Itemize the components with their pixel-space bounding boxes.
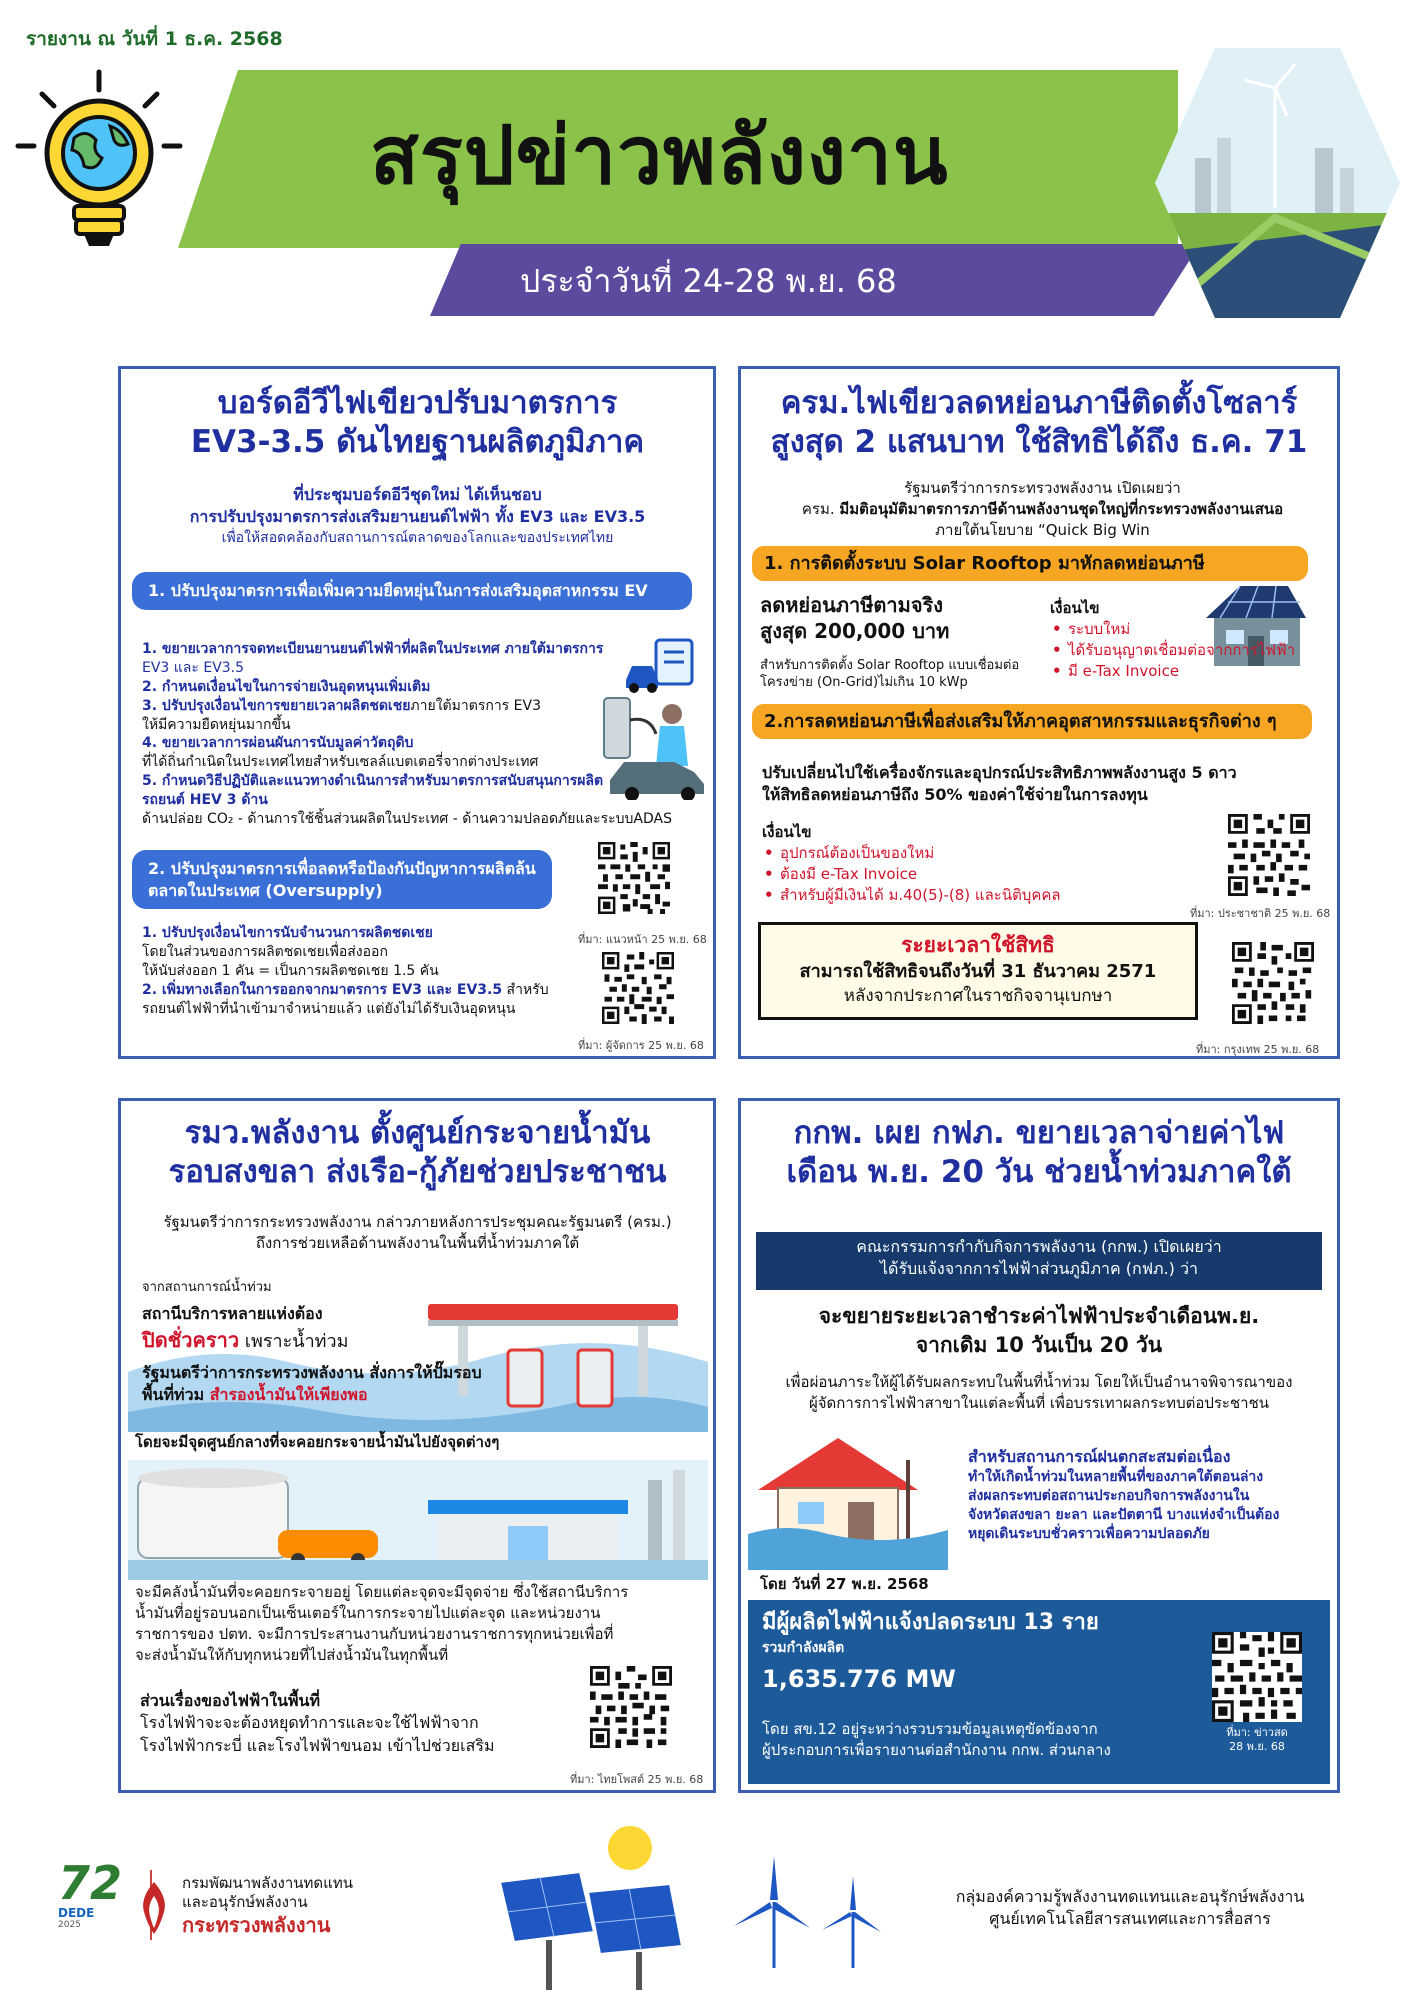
condition-item: • ต้องมี e-Tax Invoice — [762, 864, 1182, 885]
qr-code-icon[interactable] — [1212, 1632, 1302, 1722]
card4-banner: คณะกรรมการกำกับกิจการพลังงาน (กกพ.) เปิดเผยว่า ได้รับแจ้งจากการไฟฟ้าส่วนภูมิภาค (กฟภ.) ว่า — [756, 1232, 1322, 1290]
condition-item: • ระบบใหม่ — [1050, 619, 1340, 640]
card1-title: บอร์ดอีวีไฟเขียวปรับมาตรการ EV3-3.5 ดันไทยฐานผลิตภูมิภาค — [190, 385, 645, 460]
card1-section2-pill: 2. ปรับปรุงมาตรการเพื่อลดหรือป้องกันปัญหาการผลิตล้นตลาดในประเทศ (Oversupply) — [132, 850, 552, 909]
card3-body: จะมีคลังน้ำมันที่จะคอยกระจายอยู่ โดยแต่ละจุดจะมีจุดจ่าย ซึ่งใช้สถานีบริการ น้ำมันที่อยู่รอบนอกเป็นเซ็นเตอร์ในการกระจายไปแต่ละจุด และหน่วยงาน ราชการของ ปตท. จะมีการประสานงานกับหน่วยงานราชการทุกหน่วยเพื่อที่ จะส่งน้ำมันให้กับทุกหน่วยที่ไปส่งน้ำมันในทุกพื้นที่ — [135, 1583, 629, 1664]
dede-72-logo: 72 DEDE 2025 — [58, 1856, 123, 1930]
card3-order: รัฐมนตรีว่าการกระทรวงพลังงาน สั่งการให้ปั๊มรอบ พื้นที่ท่วม สำรองน้ำมันให้เพียงพอ — [142, 1363, 482, 1405]
footer-group: กลุ่มองค์ความรู้พลังงานทดแทนและอนุรักษ์พลังงาน ศูนย์เทคโนโลยีสารสนเทศและการสื่อสาร — [955, 1887, 1305, 1929]
card4-body: เพื่อผ่อนภาระให้ผู้ได้รับผลกระทบในพื้นที่น้ำท่วม โดยให้เป็นอำนาจพิจารณาของ ผู้จัดการการไฟฟ้าสาขาในแต่ละพื้นที่ เพื่อบรรเทาผลกระทบต่อประชาชน — [785, 1373, 1293, 1412]
card3-intro: รัฐมนตรีว่าการกระทรวงพลังงาน กล่าวภายหลังการประชุมคณะรัฐมนตรี (ครม.) ถึงการช่วยเหลือด้านพลังงานในพื้นที่น้ำท่วมภาคใต้ — [163, 1213, 672, 1252]
card2-conditions2: เงื่อนไข • อุปกรณ์ต้องเป็นของใหม่ • ต้องมี e-Tax Invoice • สำหรับผู้มีเงินได้ ม.40(5)-(8) และนิติบุคคล — [762, 822, 1182, 906]
card2-conditions1: เงื่อนไข • ระบบใหม่ • ได้รับอนุญาตเชื่อมต่อจากการไฟฟ้า • มี e-Tax Invoice — [1050, 598, 1340, 682]
card2-section2-pill: 2.การลดหย่อนภาษีเพื่อส่งเสริมให้ภาคอุตสาหกรรมและธุรกิจต่าง ๆ — [752, 704, 1312, 739]
oil-depot-illustration — [128, 1460, 708, 1580]
condition-item: • ได้รับอนุญาตเชื่อมต่อจากการไฟฟ้า — [1050, 640, 1340, 661]
lightbulb-globe-icon — [12, 68, 187, 258]
page-title: สรุปข่าวพลังงาน — [370, 109, 949, 202]
card3-title: รมว.พลังงาน ตั้งศูนย์กระจายน้ำมัน รอบสงขลา ส่งเรือ-กู้ภัยช่วยประชาชน — [168, 1115, 667, 1190]
card3-power: ส่วนเรื่องของไฟฟ้าในพื้นที่ โรงไฟฟ้าจะจะต้องหยุดทำการและจะใช้ไฟฟ้าจาก โรงไฟฟ้ากระบี่ และโรงไฟฟ้าขนอม เข้าไปช่วยเสริม — [140, 1691, 495, 1755]
condition-item: • สำหรับผู้มีเงินได้ ม.40(5)-(8) และนิติบุคคล — [762, 885, 1182, 906]
date-range: ประจำวันที่ 24-28 พ.ย. 68 — [520, 262, 897, 300]
qr-code-icon[interactable] — [602, 952, 674, 1024]
wind-turbine-illustration — [710, 1850, 890, 1970]
card3-source: ที่มา: ไทยโพสต์ 25 พ.ย. 68 — [570, 1773, 704, 1786]
qr-code-icon[interactable] — [1232, 942, 1314, 1024]
card3-hub: โดยจะมีจุดศูนย์กลางที่จะคอยกระจายน้ำมันไปยังจุดต่างๆ — [135, 1433, 500, 1451]
condition-item: • มี e-Tax Invoice — [1050, 661, 1340, 682]
condition-item: • อุปกรณ์ต้องเป็นของใหม่ — [762, 843, 1182, 864]
card4-stats: มีผู้ผลิตไฟฟ้าแจ้งปลดระบบ 13 ราย รวมกำลังผลิต 1,635.776 MW โดย สข.12 อยู่ระหว่างรวบรวมข้อมูลเหตุขัดข้องจาก ผู้ประกอบการเพื่อรายงานต่อสำนักงาน กกพ. ส่วนกลาง — [762, 1610, 1111, 1759]
qr-code-icon[interactable] — [598, 842, 670, 914]
card2-title: ครม.ไฟเขียวลดหย่อนภาษีติดตั้งโซลาร์ สูงสุด 2 แสนบาท ใช้สิทธิได้ถึง ธ.ค. 71 — [770, 385, 1308, 460]
ministry-flame-logo-icon — [134, 1880, 174, 1936]
card2-section1-pill: 1. การติดตั้งระบบ Solar Rooftop มาหักลดหย่อนภาษี — [752, 546, 1308, 581]
card2-section2-body: ปรับเปลี่ยนไปใช้เครื่องจักรและอุปกรณ์ประสิทธิภาพพลังงานสูง 5 ดาว ให้สิทธิลดหย่อนภาษีถึง 50% ของค่าใช้จ่ายในการลงทุน — [762, 763, 1237, 805]
card2-deduction: ลดหย่อนภาษีตามจริง สูงสุด 200,000 บาท สำหรับการติดตั้ง Solar Rooftop แบบเชื่อมต่อโครงข่าย (On-Grid)ไม่เกิน 10 kWp — [760, 593, 1020, 690]
card2-intro: รัฐมนตรีว่าการกระทรวงพลังงาน เปิดเผยว่า ครม. มีมติอนุมัติมาตรการภาษีด้านพลังงานชุดใหญ่ที่กระทรวงพลังงานเสนอ ภายใต้นโยบาย “Quick Big Win — [801, 479, 1284, 539]
solar-panel-illustration — [490, 1822, 690, 1994]
card4-source: ที่มา: ข่าวสด 28 พ.ย. 68 — [1226, 1726, 1288, 1754]
card4-title: กกพ. เผย กฟภ. ขยายเวลาจ่ายค่าไฟ เดือน พ.ย. 20 วัน ช่วยน้ำท่วมภาคใต้ — [786, 1115, 1292, 1190]
card2-source2: ที่มา: กรุงเทพ 25 พ.ย. 68 — [1196, 1043, 1320, 1056]
card4-rain: สำหรับสถานการณ์ฝนตกสะสมต่อเนื่อง ทำให้เกิดน้ำท่วมในหลายพื้นที่ของภาคใต้ตอนล่าง ส่งผลกระทบต่อสถานประกอบกิจการพลังงานใน จังหวัดสงขลา ยะลา และปัตตานี บางแห่งจำเป็นต้อง หยุดเดินระบบชั่วคราวเพื่อความปลอดภัย — [968, 1447, 1280, 1543]
usage-period-box: ระยะเวลาใช้สิทธิ สามารถใช้สิทธิจนถึงวันที่ 31 ธันวาคม 2571 หลังจากประกาศในราชกิจจานุเบกษา — [758, 922, 1198, 1020]
card1-items: 1. ขยายเวลาการจดทะเบียนยานยนต์ไฟฟ้าที่ผลิตในประเทศ ภายใต้มาตรการ EV3 และ EV3.5 2. กำหนดเงื่อนไขในการจ่ายเงินอุดหนุนเพิ่มเติม 3. ปรับปรุงเงื่อนไขการขยายเวลาผลิตชดเชยภายใต้มาตรการ EV3 ให้มีความยืดหยุ่นมากขึ้น 4. ขยายเวลาการผ่อนผันการนับมูลค่าวัตถุดิบ ที่ได้ถิ่นกำเนิดในประเทศไทยสำหรับเซลล์แบตเตอรี่จากต่างประเทศ 5. กำหนดวิธีปฏิบัติและแนวทางดำเนินการสำหรับมาตรการสนับสนุนการผลิตรถยนต์ HEV 3 ด้าน ด้านปล่อย CO₂ - ด้านการใช้ชิ้นส่วนผลิตในประเทศ - ด้านความปลอดภัยและระบบADAS — [142, 641, 672, 828]
card3-flood-text: จากสถานการณ์น้ำท่วม สถานีบริการหลายแห่งต้อง ปิดชั่วคราว เพราะน้ำท่วม — [142, 1280, 349, 1353]
footer-department: กรมพัฒนาพลังงานทดแทน และอนุรักษ์พลังงาน กระทรวงพลังงาน — [182, 1874, 353, 1937]
card4-headline: จะขยายระยะเวลาชำระค่าไฟฟ้าประจำเดือนพ.ย. จากเดิม 10 วันเป็น 20 วัน — [818, 1304, 1260, 1358]
flooded-house-illustration — [748, 1430, 948, 1570]
card1-intro: ที่ประชุมบอร์ดอีวีชุดใหม่ ได้เห็นชอบ การปรับปรุงมาตรการส่งเสริมยานยนต์ไฟฟ้า ทั้ง EV3 และ EV3.5 เพื่อให้สอดคล้องกับสถานการณ์ตลาดของโลกและของประเทศไทย — [189, 485, 646, 546]
document-car-icon — [622, 636, 700, 696]
card2-source1: ที่มา: ประชาชาติ 25 พ.ย. 68 — [1190, 907, 1331, 920]
green-city-hexagon-image — [1155, 48, 1400, 318]
qr-code-icon[interactable] — [590, 1666, 672, 1748]
card4-date-note: โดย วันที่ 27 พ.ย. 2568 — [760, 1575, 929, 1593]
card1-source2: ที่มา: ผู้จัดการ 25 พ.ย. 68 — [578, 1039, 704, 1052]
report-date: รายงาน ณ วันที่ 1 ธ.ค. 2568 — [26, 28, 283, 50]
card1-source1: ที่มา: แนวหน้า 25 พ.ย. 68 — [578, 933, 707, 946]
card1-subitems: 1. ปรับปรุงเงื่อนไขการนับจำนวนการผลิตชดเชย โดยในส่วนของการผลิตชดเชยเพื่อส่งออก ให้นับส่งออก 1 คัน = เป็นการผลิตชดเชย 1.5 คัน 2. เพิ่มทางเลือกในการออกจากมาตรการ EV3 และ EV3.5 สำหรับรถยนต์ไฟฟ้าที่นำเข้ามาจำหน่ายแล้ว แต่ยังไม่ได้รับเงินอุดหนุน — [142, 925, 549, 1017]
card1-section1-pill: 1. ปรับปรุงมาตรการเพื่อเพิ่มความยืดหยุ่นในการส่งเสริมอุตสาหกรรม EV — [132, 572, 692, 610]
qr-code-icon[interactable] — [1228, 814, 1310, 896]
ev-charging-illustration — [600, 690, 710, 800]
